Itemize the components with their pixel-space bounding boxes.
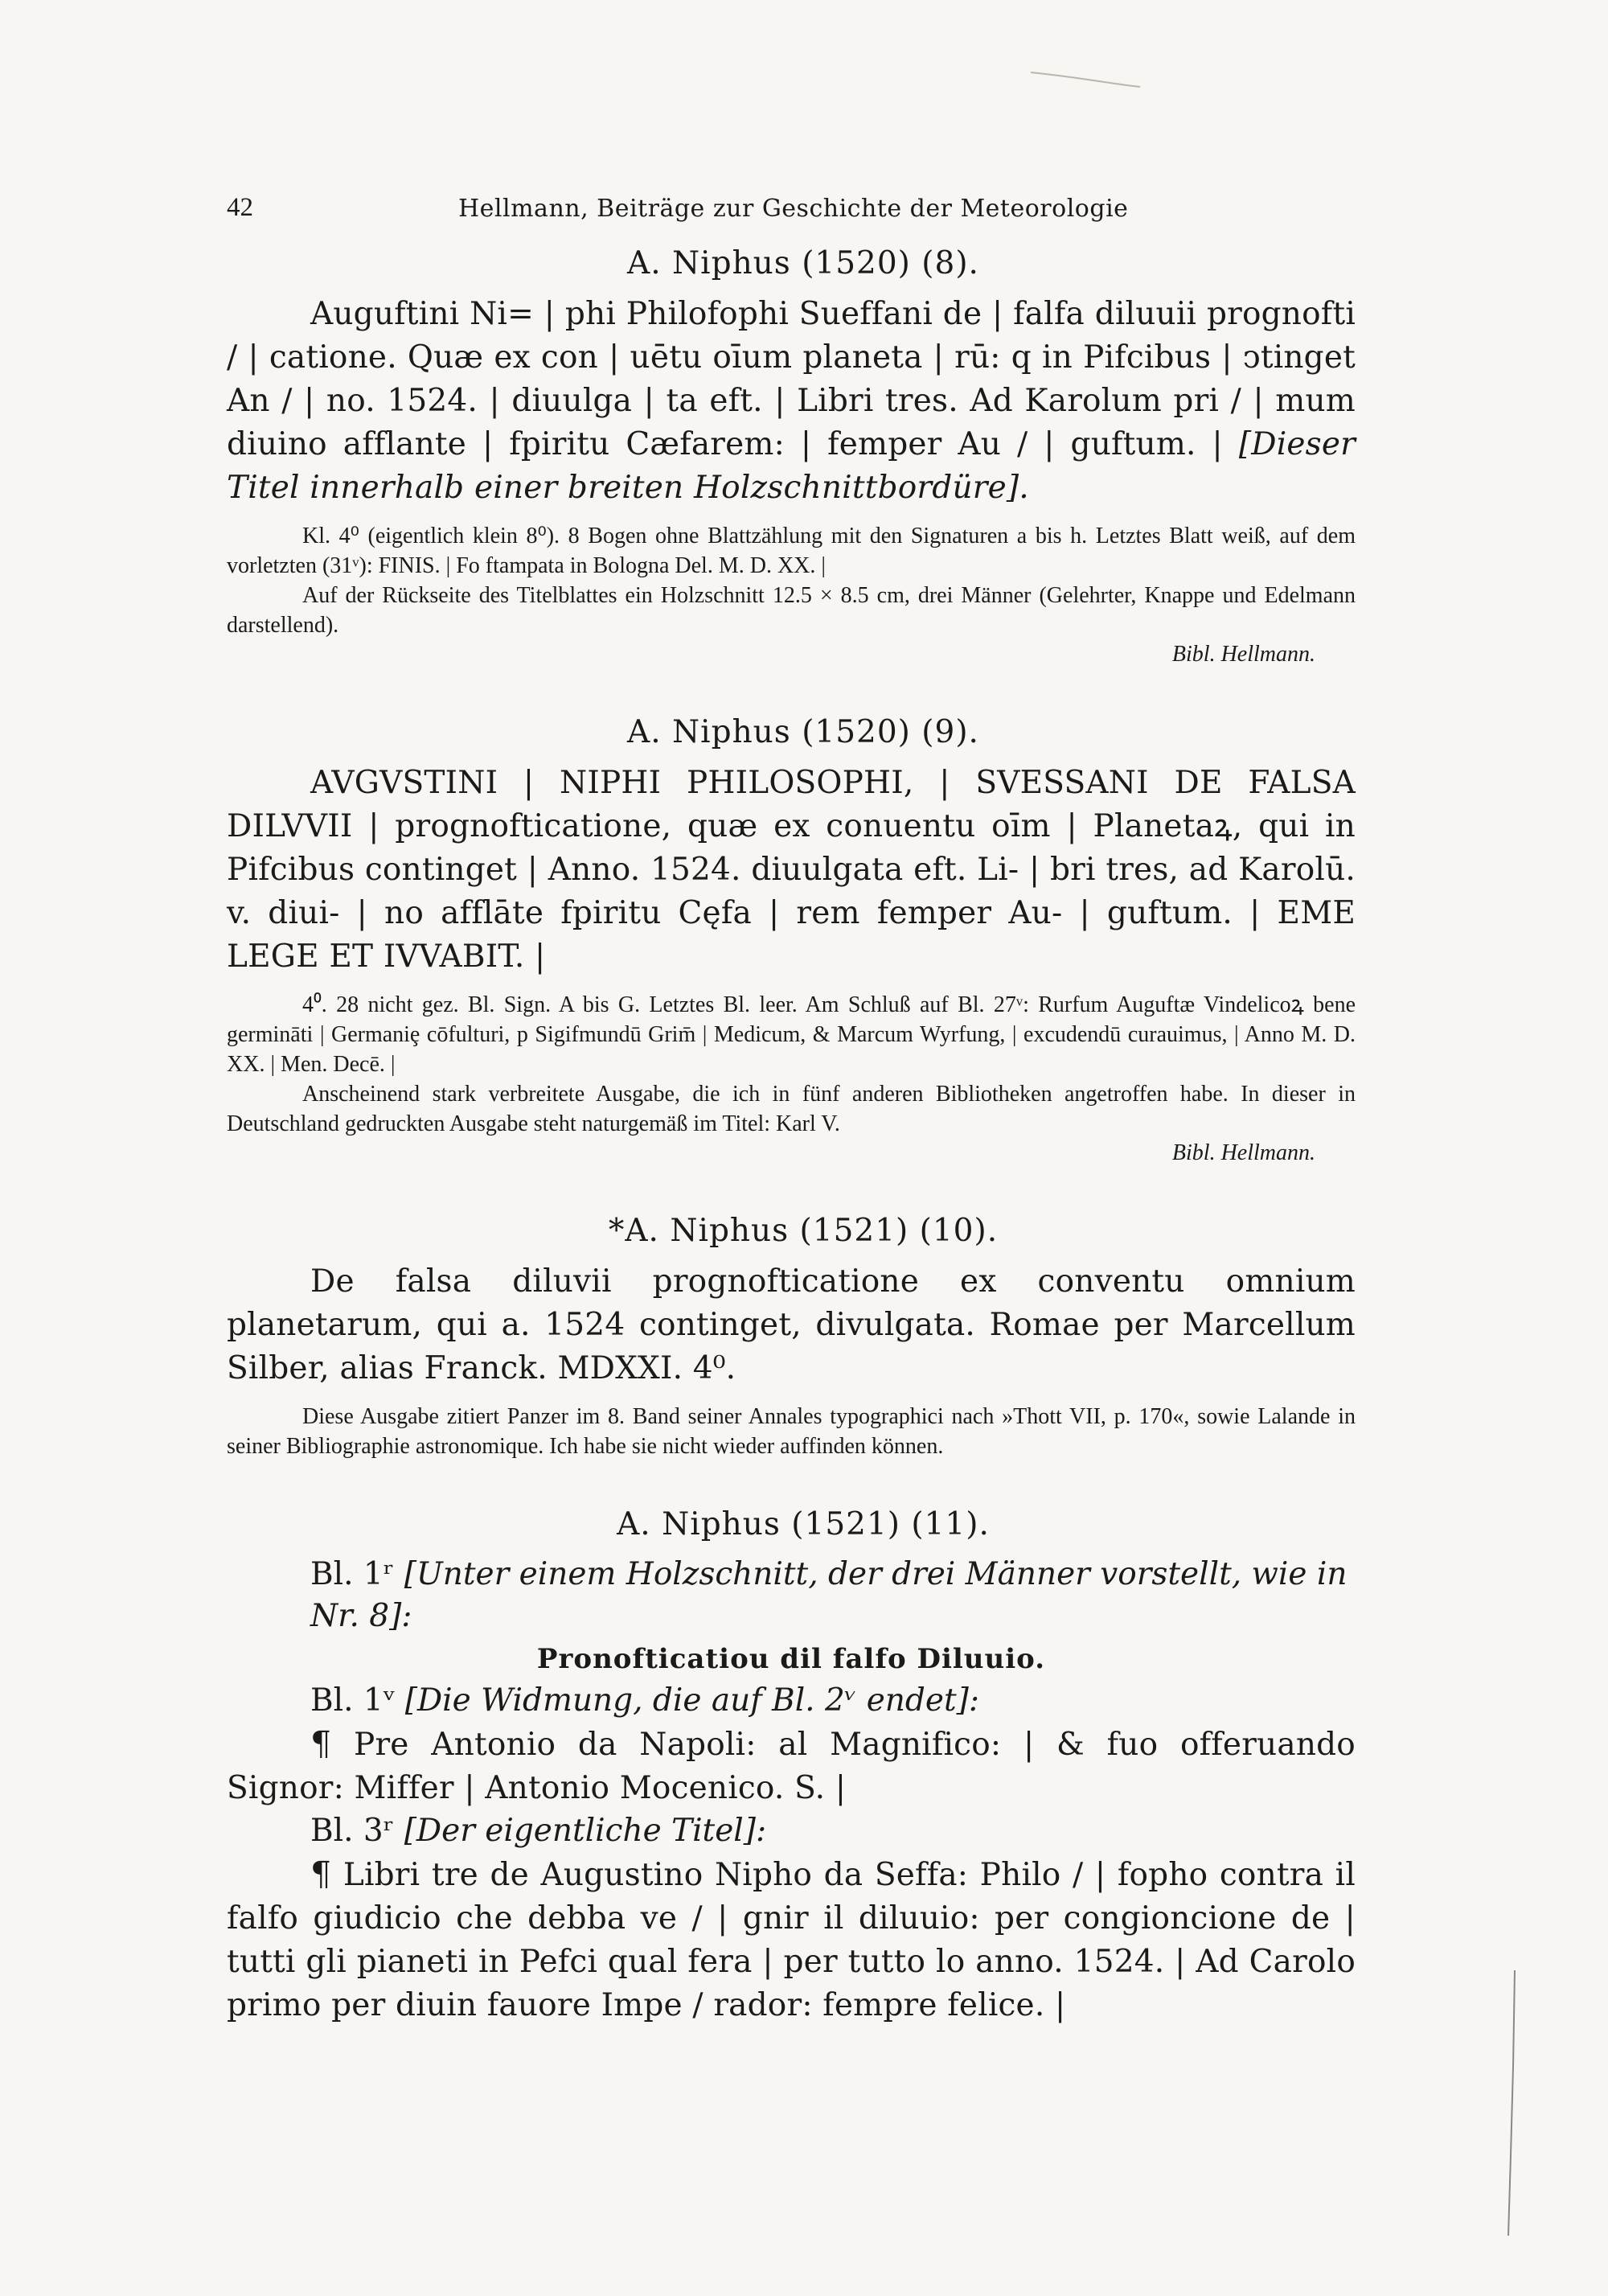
- bibl-ref: Bibl. Hellmann.: [1171, 1140, 1315, 1165]
- dedication: [227, 1722, 1356, 1810]
- title-text: Auguftini Ni= | phi Philofophi Sueffani de | falfa diluuii prognofti / | catione. Quæ ex con | uētu oīum planeta | rū: q in Pifcibus | ↄtinget An / | no. 1524. | diuulga | ta eft. | Libri tres. Ad Karolum pri / | mum diuino afflante | fpiritu Cæfarem: | femper Au / | guftum. |: [227, 296, 1356, 462]
- leaf-note: [Der eigentliche Titel]:: [404, 1813, 767, 1849]
- leaf-3r-line: [227, 1810, 1356, 1852]
- entry-9: [227, 714, 1356, 1168]
- bibl-ref: Bibl. Hellmann.: [1171, 642, 1315, 667]
- leaf-label: Bl. 1ʳ: [310, 1556, 395, 1592]
- leaf-note: [Unter einem Holzschnitt, der drei Männer vorstellt, wie in Nr. 8]:: [310, 1556, 1348, 1634]
- title-note: [Dieser Titel innerhalb einer breiten Holzschnittbordüre].: [227, 426, 1356, 506]
- entry-11: [227, 1506, 1356, 2027]
- collation-note: Kl. 4⁰ (eigentlich klein 8⁰). 8 Bogen ohne Blattzählung mit den Signaturen a bis h. Letztes Blatt weiß, auf dem vorletzten (31ᵛ): FINIS. | Fo ftampata in Bologna Del. M. D. XX. |: [227, 524, 1356, 578]
- entry-title: [227, 293, 1356, 510]
- pilcrow-icon: ¶: [310, 1724, 332, 1763]
- entry-8: [227, 245, 1356, 669]
- main-title: [227, 1852, 1356, 2027]
- main-title-text: Libri tre de Augustino Nipho da Seffa: Philo / | fopho contra il falfo giudicio che debba ve / | gnir il diluuio: per congioncione de | tutti gli pianeti in Pefci qual fera | per tutto lo anno. 1524. | Ad Carolo primo per diuin fauore Impe / rador: fempre felice. |: [227, 1857, 1356, 2023]
- margin-stroke: [1503, 1970, 1520, 2236]
- woodcut-note: Auf der Rückseite des Titelblattes ein Holzschnitt 12.5 × 8.5 cm, drei Männer (Gelehrter, Knappe und Edelmann darstellend).: [227, 583, 1356, 638]
- entry-heading: A. Niphus (1520) (8).: [627, 245, 979, 281]
- entry-heading: A. Niphus (1521) (11).: [617, 1506, 990, 1542]
- leaf-1r-line: [227, 1554, 1356, 1637]
- remark-note: Anscheinend stark verbreitete Ausgabe, die ich in fünf anderen Bibliotheken angetroffen habe. In dieser in Deutschland gedruckten Ausgabe steht naturgemäß im Titel: Karl V.: [227, 1082, 1356, 1136]
- leaf-1v-line: [227, 1680, 1356, 1722]
- collation-note: 4⁰. 28 nicht gez. Bl. Sign. A bis G. Letztes Bl. leer. Am Schluß auf Bl. 27ᵛ: Rurfum Auguftæ Vindelicoꝝ bene germināti | Germaniȩ cōfulturi, p Sigifmundū Grim̄ | Medicum, & Marcum Wyrfung, | excudendū curauimus, | Anno M. D. XX. | Men. Decē. |: [227, 992, 1356, 1077]
- pencil-scribble: [1029, 48, 1142, 88]
- page-number: 42: [227, 193, 253, 222]
- leaf-label: Bl. 1ᵛ: [310, 1682, 396, 1719]
- dedication-text: Pre Antonio da Napoli: al Magnifico: | & fuo offeruando Signor: Miffer | Antonio Mocenico. S. |: [227, 1727, 1356, 1806]
- entry-title: De falsa diluvii prognofticatione ex conventu omnium planetarum, qui a. 1524 continget, divulgata. Romae per Marcellum Silber, alias Franck. MDXXI. 4⁰.: [227, 1263, 1356, 1386]
- blackletter-title: Pronofticatiou dil falfo Diluuio.: [536, 1643, 1046, 1675]
- leaf-1r-title: [227, 1637, 1356, 1680]
- entry-title: AVGVSTINI | NIPHI PHILOSOPHI, | SVESSANI DE FALSA DILVVII | prognofticatione, quæ ex conuentu oīm | Planetaꝝ, qui in Pifcibus continget | Anno. 1524. diuulgata eft. Li- | bri tres, ad Karolū. v. diui- | no afflāte fpiritu Cęfa | rem femper Au- | guftum. | EME LEGE ET IVVABIT. |: [227, 765, 1356, 975]
- page-content: [227, 245, 1356, 2027]
- leaf-note: [Die Widmung, die auf Bl. 2ᵛ endet]:: [404, 1682, 979, 1719]
- remark-note: Diese Ausgabe zitiert Panzer im 8. Band seiner Annales typographici nach »Thott VII, p. 170«, sowie Lalande in seiner Bibliographie astronomique. Ich habe sie nicht wieder auffinden können.: [227, 1404, 1356, 1459]
- pilcrow-icon: ¶: [310, 1854, 332, 1893]
- entry-heading: *A. Niphus (1521) (10).: [608, 1213, 999, 1249]
- running-title: Hellmann, Beiträge zur Geschichte der Meteorologie: [458, 195, 1129, 223]
- entry-heading: A. Niphus (1520) (9).: [627, 714, 979, 750]
- page-header: [227, 193, 1367, 225]
- entry-10: [227, 1213, 1356, 1461]
- leaf-label: Bl. 3ʳ: [310, 1813, 395, 1849]
